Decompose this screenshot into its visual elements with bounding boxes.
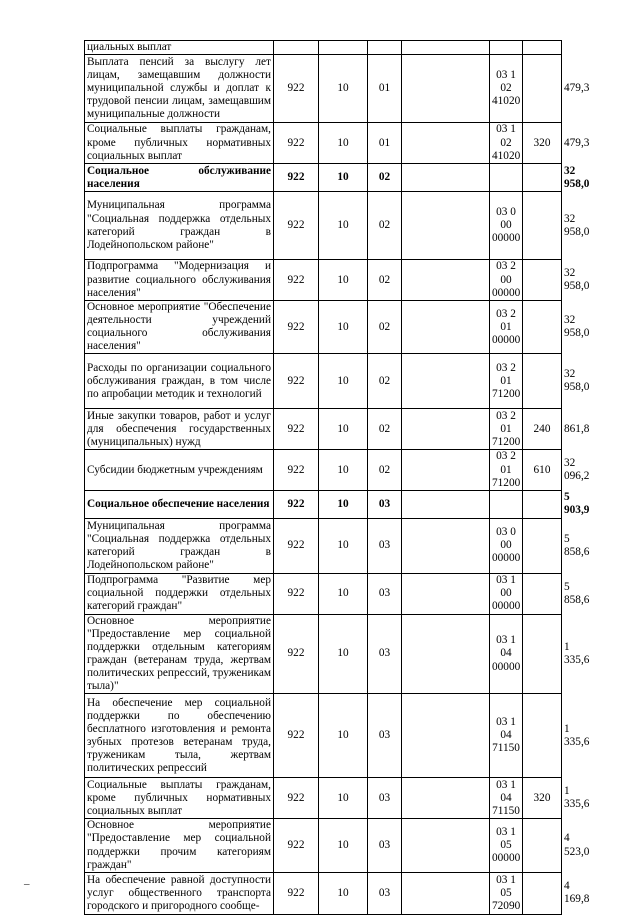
row-name: Выплата пенсий за выслугу лет лицам, замещавшим должности муниципальной службы и доплат к трудовой пенсии лицам, замещавшим муниципальные должности bbox=[85, 55, 274, 123]
row-name: Субсидии бюджетным учреждениям bbox=[85, 450, 274, 490]
cell-target-item-code: 03 2 01 71200 bbox=[490, 409, 523, 450]
table-body bbox=[85, 41, 590, 915]
cell-target-item-code: 03 1 04 00000 bbox=[490, 614, 523, 694]
cell-section-code: 10 bbox=[319, 819, 368, 872]
cell-ministry-code: 922 bbox=[274, 614, 319, 694]
cell-subsection-code: 03 bbox=[368, 694, 402, 778]
cell-target-item-code: 03 1 04 71150 bbox=[490, 694, 523, 778]
cell-target-item-code: 03 1 05 00000 bbox=[490, 819, 523, 872]
cell-section-code: 10 bbox=[319, 518, 368, 573]
table-row: Муниципальная программа "Социальная поддержка отдельных категорий граждан в Лодейнопольском районе" 922 10 02 03 0 00 00000 32 958,0 bbox=[85, 192, 562, 260]
cell-section-code: 10 bbox=[319, 490, 368, 518]
row-name: Муниципальная программа "Социальная поддержка отдельных категорий граждан в Лодейнопольском районе" bbox=[85, 518, 274, 573]
table-row: Выплата пенсий за выслугу лет лицам, замещавшим должности муниципальной службы и доплат к трудовой пенсии лицам, замещавшим муниципальные должности 922 10 01 03 1 02 41020 479,3 bbox=[85, 55, 562, 123]
cell-spacer bbox=[402, 41, 490, 55]
row-name: Социальные выплаты гражданам, кроме публичных нормативных социальных выплат bbox=[85, 778, 274, 819]
table-row: Социальное обслуживание населения 922 10 02 32 958,0 bbox=[85, 164, 562, 192]
cell-expense-type-code: 320 bbox=[523, 778, 562, 819]
cell-section-code: 10 bbox=[319, 123, 368, 164]
page-footer-mark: _ bbox=[24, 874, 30, 886]
table-row: Социальные выплаты гражданам, кроме публичных нормативных социальных выплат 922 10 01 03 1 02 41020 320 479,3 bbox=[85, 123, 562, 164]
row-name: Социальное обеспечение населения bbox=[85, 490, 274, 518]
cell-section-code: 10 bbox=[319, 573, 368, 614]
cell-subsection-code: 02 bbox=[368, 192, 402, 260]
cell-expense-type-code bbox=[523, 164, 562, 192]
table-row: На обеспечение мер социальной поддержки по обеспечению бесплатного изготовления и ремонта зубных протезов ветеранам труда, труженикам тыла, жертвам политических репрессий 922 10 03 03 1 04 71150 1 335,6 bbox=[85, 694, 562, 778]
cell-ministry-code: 922 bbox=[274, 260, 319, 301]
cell-section-code: 10 bbox=[319, 778, 368, 819]
cell-expense-type-code: 240 bbox=[523, 409, 562, 450]
row-name: Подпрограмма "Развитие мер социальной поддержки отдельных категорий граждан" bbox=[85, 573, 274, 614]
cell-expense-type-code bbox=[523, 260, 562, 301]
cell-spacer bbox=[402, 354, 490, 409]
cell-ministry-code: 922 bbox=[274, 409, 319, 450]
cell-expense-type-code bbox=[523, 872, 562, 914]
cell-expense-type-code bbox=[523, 518, 562, 573]
cell-subsection-code: 02 bbox=[368, 450, 402, 490]
cell-spacer bbox=[402, 301, 490, 354]
cell-spacer bbox=[402, 518, 490, 573]
cell-section-code: 10 bbox=[319, 301, 368, 354]
cell-target-item-code: 03 1 05 72090 bbox=[490, 872, 523, 914]
row-name: На обеспечение равной доступности услуг общественного транспорта городского и пригородного сообще- bbox=[85, 872, 274, 914]
cell-section-code: 10 bbox=[319, 192, 368, 260]
row-name: циальных выплат bbox=[85, 41, 274, 55]
cell-section-code: 10 bbox=[319, 450, 368, 490]
cell-expense-type-code: 610 bbox=[523, 450, 562, 490]
cell-expense-type-code: 320 bbox=[523, 123, 562, 164]
cell-expense-type-code bbox=[523, 55, 562, 123]
cell-ministry-code: 922 bbox=[274, 518, 319, 573]
cell-subsection-code: 02 bbox=[368, 260, 402, 301]
cell-spacer bbox=[402, 450, 490, 490]
cell-expense-type-code bbox=[523, 614, 562, 694]
cell-ministry-code: 922 bbox=[274, 192, 319, 260]
cell-section-code: 10 bbox=[319, 694, 368, 778]
row-name: Иные закупки товаров, работ и услуг для обеспечения государственных (муниципальных) нужд bbox=[85, 409, 274, 450]
cell-section-code bbox=[319, 41, 368, 55]
table-row: Иные закупки товаров, работ и услуг для обеспечения государственных (муниципальных) нужд 922 10 02 03 2 01 71200 240 861,8 bbox=[85, 409, 562, 450]
cell-target-item-code: 03 2 01 00000 bbox=[490, 301, 523, 354]
cell-section-code: 10 bbox=[319, 55, 368, 123]
cell-subsection-code: 03 bbox=[368, 490, 402, 518]
row-name: Основное мероприятие "Предоставление мер социальной поддержки отдельным категориям граждан (ветеранам труда, жертвам политических репрессий, труженикам тыла)" bbox=[85, 614, 274, 694]
cell-subsection-code: 03 bbox=[368, 778, 402, 819]
row-name: Муниципальная программа "Социальная поддержка отдельных категорий граждан в Лодейнопольском районе" bbox=[85, 192, 274, 260]
table-row: Социальные выплаты гражданам, кроме публичных нормативных социальных выплат 922 10 03 03 1 04 71150 320 1 335,6 bbox=[85, 778, 562, 819]
cell-spacer bbox=[402, 490, 490, 518]
cell-subsection-code: 02 bbox=[368, 164, 402, 192]
table-row: Подпрограмма "Модернизация и развитие социального обслуживания населения" 922 10 02 03 2 00 00000 32 958,0 bbox=[85, 260, 562, 301]
cell-target-item-code: 03 2 00 00000 bbox=[490, 260, 523, 301]
cell-section-code: 10 bbox=[319, 260, 368, 301]
cell-spacer bbox=[402, 123, 490, 164]
cell-expense-type-code bbox=[523, 192, 562, 260]
cell-target-item-code: 03 1 00 00000 bbox=[490, 573, 523, 614]
cell-subsection-code: 02 bbox=[368, 354, 402, 409]
cell-subsection-code: 03 bbox=[368, 819, 402, 872]
cell-target-item-code: 03 0 00 00000 bbox=[490, 192, 523, 260]
row-name: На обеспечение мер социальной поддержки по обеспечению бесплатного изготовления и ремонта зубных протезов ветеранам труда, труженикам тыла, жертвам политических репрессий bbox=[85, 694, 274, 778]
cell-spacer bbox=[402, 573, 490, 614]
cell-expense-type-code bbox=[523, 819, 562, 872]
cell-subsection-code bbox=[368, 41, 402, 55]
budget-table bbox=[84, 40, 590, 915]
cell-subsection-code: 01 bbox=[368, 55, 402, 123]
cell-subsection-code: 02 bbox=[368, 409, 402, 450]
cell-target-item-code: 03 2 01 71200 bbox=[490, 354, 523, 409]
cell-spacer bbox=[402, 872, 490, 914]
cell-ministry-code: 922 bbox=[274, 694, 319, 778]
cell-ministry-code: 922 bbox=[274, 872, 319, 914]
cell-expense-type-code bbox=[523, 573, 562, 614]
table-row: Основное мероприятие "Обеспечение деятельности учреждений социального обслуживания населения" 922 10 02 03 2 01 00000 32 958,0 bbox=[85, 301, 562, 354]
cell-target-item-code: 03 1 02 41020 bbox=[490, 55, 523, 123]
cell-target-item-code bbox=[490, 490, 523, 518]
cell-section-code: 10 bbox=[319, 164, 368, 192]
cell-ministry-code: 922 bbox=[274, 819, 319, 872]
cell-section-code: 10 bbox=[319, 354, 368, 409]
cell-section-code: 10 bbox=[319, 409, 368, 450]
cell-expense-type-code bbox=[523, 41, 562, 55]
cell-spacer bbox=[402, 614, 490, 694]
cell-ministry-code: 922 bbox=[274, 778, 319, 819]
row-name: Социальное обслуживание населения bbox=[85, 164, 274, 192]
cell-spacer bbox=[402, 694, 490, 778]
cell-expense-type-code bbox=[523, 354, 562, 409]
cell-spacer bbox=[402, 55, 490, 123]
cell-target-item-code bbox=[490, 41, 523, 55]
cell-subsection-code: 03 bbox=[368, 614, 402, 694]
cell-ministry-code bbox=[274, 41, 319, 55]
cell-section-code: 10 bbox=[319, 614, 368, 694]
cell-expense-type-code bbox=[523, 490, 562, 518]
table-row: Социальное обеспечение населения 922 10 03 5 903,9 bbox=[85, 490, 562, 518]
cell-target-item-code: 03 1 02 41020 bbox=[490, 123, 523, 164]
cell-subsection-code: 03 bbox=[368, 573, 402, 614]
cell-target-item-code: 03 1 04 71150 bbox=[490, 778, 523, 819]
table-row: Подпрограмма "Развитие мер социальной поддержки отдельных категорий граждан" 922 10 03 03 1 00 00000 5 858,6 bbox=[85, 573, 562, 614]
table-row: Основное мероприятие "Предоставление мер социальной поддержки отдельным категориям граждан (ветеранам труда, жертвам политических репрессий, труженикам тыла)" 922 10 03 03 1 04 00000 1 335,6 bbox=[85, 614, 562, 694]
cell-spacer bbox=[402, 164, 490, 192]
table-row: Субсидии бюджетным учреждениям 922 10 02 03 2 01 71200 610 32 096,2 bbox=[85, 450, 562, 490]
cell-ministry-code: 922 bbox=[274, 123, 319, 164]
cell-subsection-code: 02 bbox=[368, 301, 402, 354]
cell-spacer bbox=[402, 409, 490, 450]
cell-expense-type-code bbox=[523, 694, 562, 778]
table-row: На обеспечение равной доступности услуг общественного транспорта городского и пригородного сообще- 922 10 03 03 1 05 72090 4 169,8 bbox=[85, 872, 562, 914]
table-row: Расходы по организации социального обслуживания граждан, в том числе по апробации методик и технологий 922 10 02 03 2 01 71200 32 958,0 bbox=[85, 354, 562, 409]
table-row: Муниципальная программа "Социальная поддержка отдельных категорий граждан в Лодейнопольском районе" 922 10 03 03 0 00 00000 5 858,6 bbox=[85, 518, 562, 573]
cell-expense-type-code bbox=[523, 301, 562, 354]
cell-spacer bbox=[402, 778, 490, 819]
cell-ministry-code: 922 bbox=[274, 55, 319, 123]
cell-ministry-code: 922 bbox=[274, 490, 319, 518]
row-name: Социальные выплаты гражданам, кроме публичных нормативных социальных выплат bbox=[85, 123, 274, 164]
row-name: Расходы по организации социального обслуживания граждан, в том числе по апробации методик и технологий bbox=[85, 354, 274, 409]
row-name: Основное мероприятие "Предоставление мер социальной поддержки прочим категориям граждан" bbox=[85, 819, 274, 872]
cell-ministry-code: 922 bbox=[274, 354, 319, 409]
row-name: Основное мероприятие "Обеспечение деятельности учреждений социального обслуживания населения" bbox=[85, 301, 274, 354]
cell-ministry-code: 922 bbox=[274, 164, 319, 192]
cell-subsection-code: 01 bbox=[368, 123, 402, 164]
cell-target-item-code bbox=[490, 164, 523, 192]
cell-spacer bbox=[402, 819, 490, 872]
cell-target-item-code: 03 2 01 71200 bbox=[490, 450, 523, 490]
cell-ministry-code: 922 bbox=[274, 450, 319, 490]
cell-target-item-code: 03 0 00 00000 bbox=[490, 518, 523, 573]
table-row: Основное мероприятие "Предоставление мер социальной поддержки прочим категориям граждан" 922 10 03 03 1 05 00000 4 523,0 bbox=[85, 819, 562, 872]
table-row bbox=[85, 41, 562, 55]
cell-section-code: 10 bbox=[319, 872, 368, 914]
row-name: Подпрограмма "Модернизация и развитие социального обслуживания населения" bbox=[85, 260, 274, 301]
cell-subsection-code: 03 bbox=[368, 872, 402, 914]
cell-spacer bbox=[402, 260, 490, 301]
cell-ministry-code: 922 bbox=[274, 573, 319, 614]
cell-spacer bbox=[402, 192, 490, 260]
cell-ministry-code: 922 bbox=[274, 301, 319, 354]
cell-subsection-code: 03 bbox=[368, 518, 402, 573]
